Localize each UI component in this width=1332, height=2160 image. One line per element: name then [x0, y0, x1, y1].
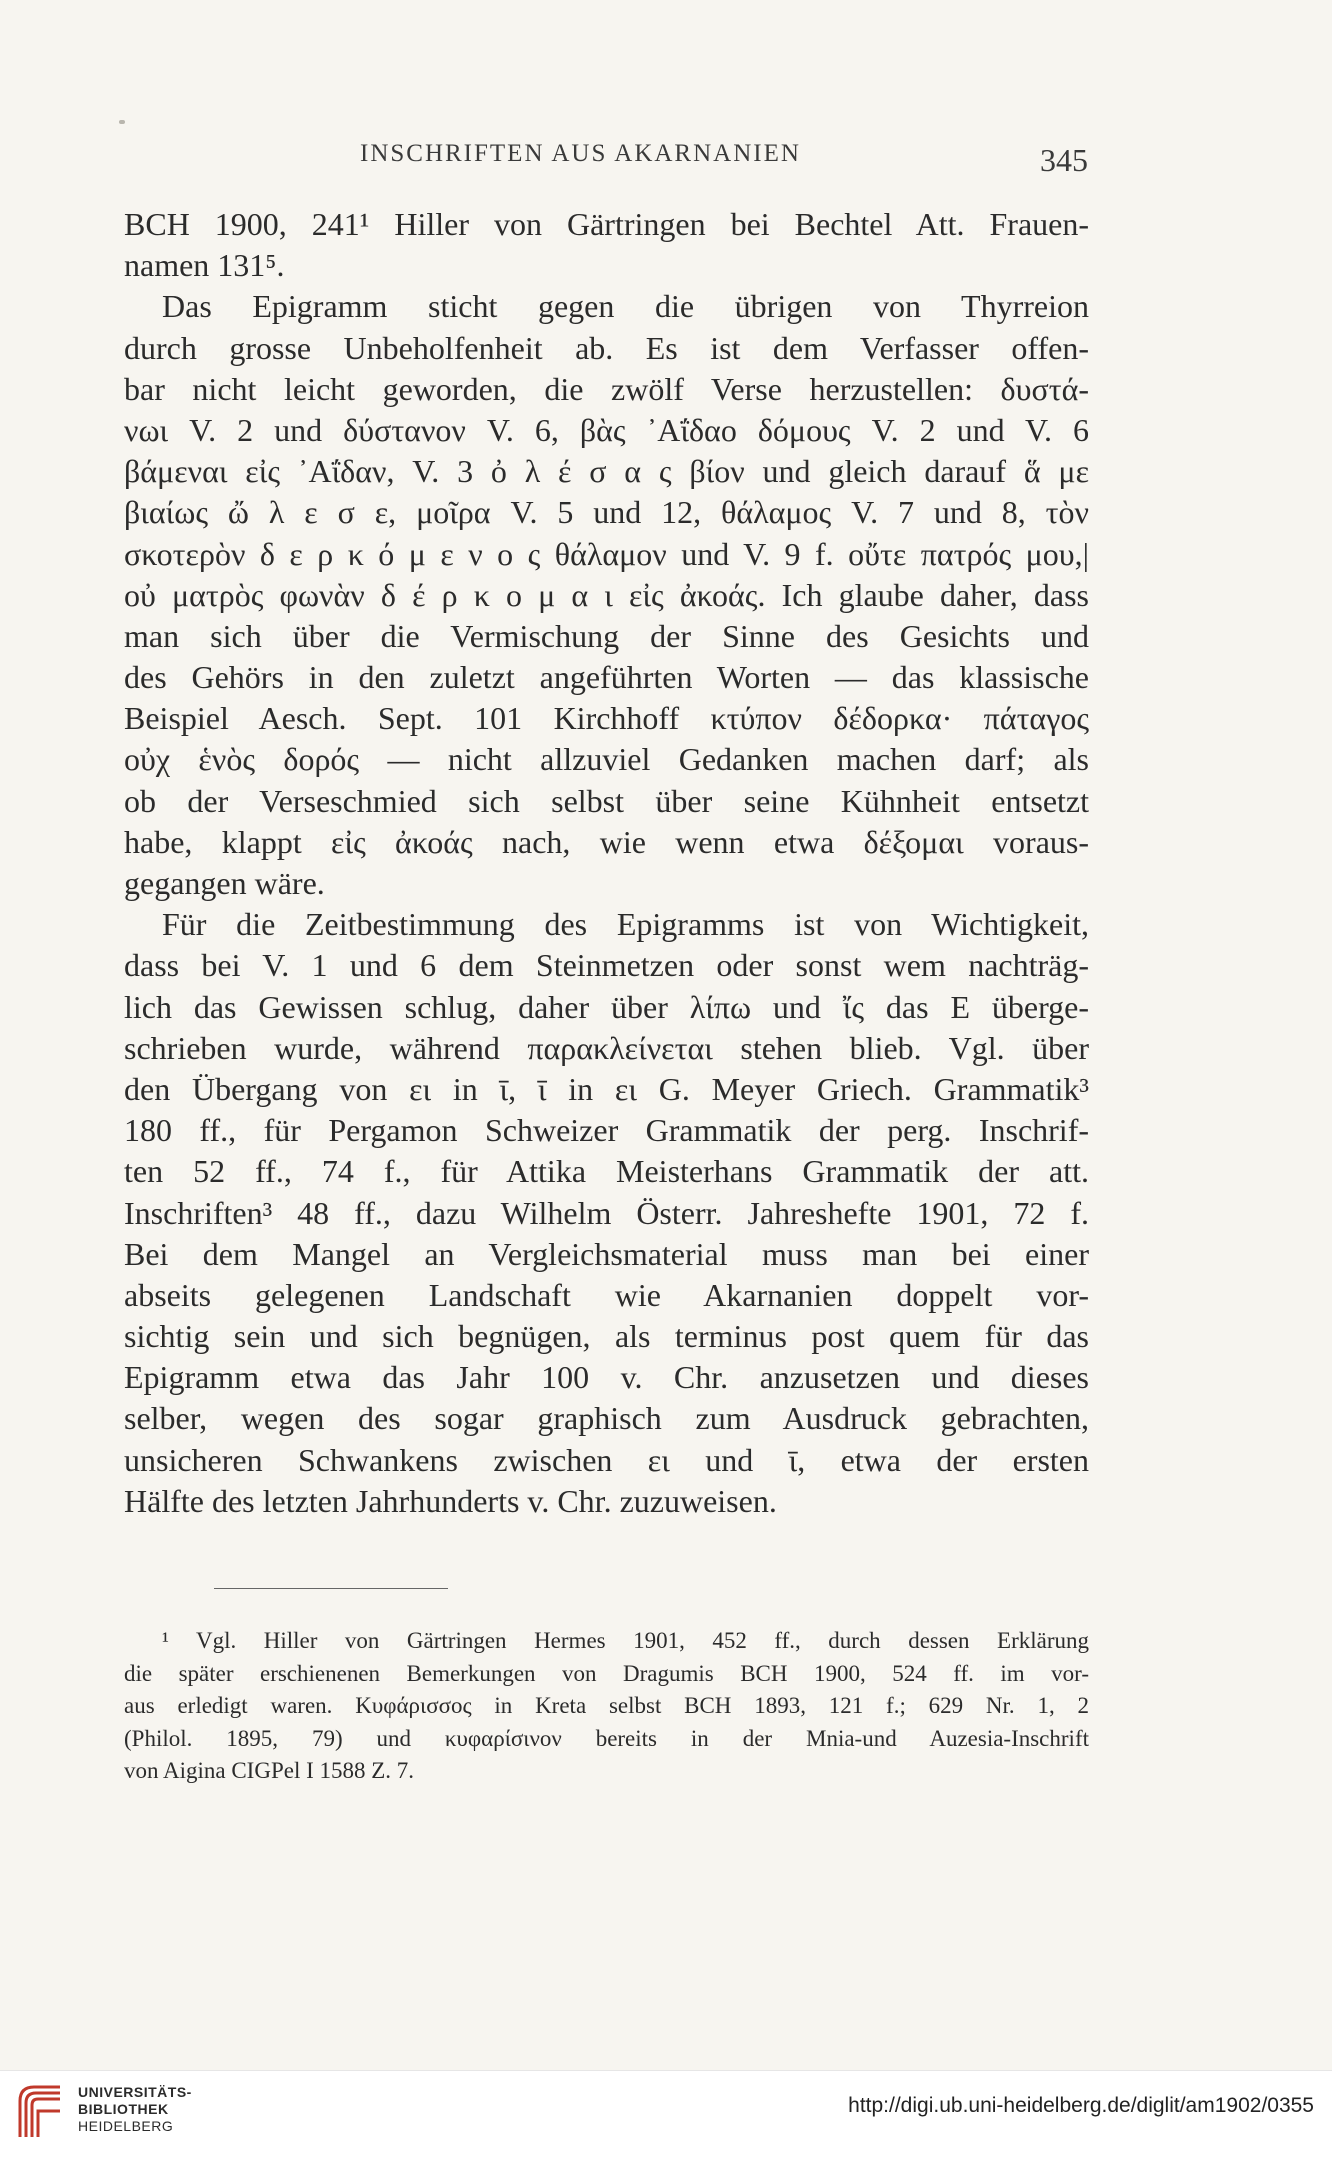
body-line: schrieben wurde, während παρακλείνεται stehen blieb. Vgl. über	[124, 1029, 1089, 1066]
body-line: gegangen wäre.	[124, 865, 325, 901]
footnote-line: aus erledigt waren. Κυφάρισσος in Kreta selbst BCH 1893, 121 f.; 629 Nr. 1, 2	[124, 1693, 1089, 1718]
running-head: INSCHRIFTEN AUS AKARNANIEN	[360, 140, 801, 167]
body-line: lich das Gewissen schlug, daher über λίπω und ἴς das E überge-	[124, 988, 1089, 1025]
library-name-line: BIBLIOTHEK	[78, 2101, 169, 2117]
body-line: Hälfte des letzten Jahrhunderts v. Chr. zuzuweisen.	[124, 1482, 777, 1519]
scan-speck	[119, 120, 125, 124]
body-line: οὐχ ἑνὸς δορός — nicht allzuviel Gedanken machen darf; als	[124, 741, 1089, 778]
footnotes	[124, 1625, 1089, 1788]
body-line: 180 ff., für Pergamon Schweizer Grammatik der perg. Inschrif-	[124, 1112, 1089, 1149]
body-text	[124, 204, 1089, 1522]
body-line: Epigramm etwa das Jahr 100 v. Chr. anzusetzen und dieses	[124, 1359, 1089, 1396]
body-line: βιαίως ὤ λ ε σ ε, μοῖρα V. 5 und 12, θάλαμος V. 7 und 8, τὸν	[124, 494, 1089, 531]
body-line: des Gehörs in den zuletzt angeführten Worten — das klassische	[124, 659, 1089, 696]
body-line: Das Epigramm sticht gegen die übrigen von Thyrreion	[162, 288, 1089, 325]
body-line: ob der Verseschmied sich selbst über seine Kühnheit entsetzt	[124, 782, 1089, 819]
body-line: selber, wegen des sogar graphisch zum Ausdruck gebrachten,	[124, 1400, 1089, 1437]
body-line: Für die Zeitbestimmung des Epigramms ist von Wichtigkeit,	[162, 906, 1089, 943]
body-line: βάμεναι εἰς ᾿Αΐδαν, V. 3 ὀ λ έ σ α ς βίον und gleich darauf ἅ με	[124, 453, 1089, 490]
body-line: BCH 1900, 241¹ Hiller von Gärtringen bei Bechtel Att. Frauen-	[124, 206, 1089, 242]
library-name-line: HEIDELBERG	[78, 2118, 174, 2134]
source-url-link[interactable]: http://digi.ub.uni-heidelberg.de/diglit/am1902/0355	[848, 2094, 1314, 2117]
body-line: abseits gelegenen Landschaft wie Akarnanien doppelt vor-	[124, 1276, 1089, 1313]
body-line: durch grosse Unbeholfenheit ab. Es ist dem Verfasser offen-	[124, 329, 1089, 366]
body-line: οὐ ματρὸς φωνὰν δ έ ρ κ ο μ α ι εἰς ἀκοάς. Ich glaube daher, dass	[124, 576, 1089, 613]
footnote-line: (Philol. 1895, 79) und κυφαρίσινον bereits in der Mnia-und Auzesia-Inschrift	[124, 1725, 1089, 1751]
body-line: ten 52 ff., 74 f., für Attika Meisterhans Grammatik der att.	[124, 1153, 1089, 1190]
library-name	[78, 2084, 192, 2135]
body-line: bar nicht leicht geworden, die zwölf Verse herzustellen: δυστά-	[124, 370, 1089, 407]
body-line: man sich über die Vermischung der Sinne des Gesichts und	[124, 617, 1089, 654]
body-line: sichtig sein und sich begnügen, als terminus post quem für das	[124, 1318, 1089, 1355]
body-line: dass bei V. 1 und 6 dem Steinmetzen oder sonst wem nachträg-	[124, 947, 1089, 984]
body-line: Beispiel Aesch. Sept. 101 Kirchhoff κτύπον δέδορκα· πάταγος	[124, 700, 1089, 737]
page-number: 345	[1040, 142, 1088, 178]
footnote-divider	[214, 1588, 448, 1589]
body-line: den Übergang von ει in ῑ, ῑ in ει G. Meyer Griech. Grammatik³	[124, 1070, 1089, 1107]
body-line: unsicheren Schwankens zwischen ει und ῑ, etwa der ersten	[124, 1441, 1089, 1478]
body-line: namen 131⁵.	[124, 247, 285, 284]
body-line: habe, klappt εἰς ἀκοάς nach, wie wenn etwa δέξομαι voraus-	[124, 823, 1089, 860]
footnote-line: von Aigina CIGPel I 1588 Z. 7.	[124, 1758, 415, 1783]
body-line: σκοτερὸν δ ε ρ κ ό μ ε ν ο ς θάλαμον und V. 9 f. οὔτε πατρός μου,|	[124, 535, 1089, 572]
body-line: Inschriften³ 48 ff., dazu Wilhelm Österr. Jahreshefte 1901, 72 f.	[124, 1194, 1089, 1231]
footnote-line: die später erschienenen Bemerkungen von Dragumis BCH 1900, 524 ff. im vor-	[124, 1660, 1089, 1686]
library-logo-icon	[14, 2081, 66, 2143]
body-line: Bei dem Mangel an Vergleichsmaterial muss man bei einer	[124, 1235, 1089, 1272]
footnote-line: ¹ Vgl. Hiller von Gärtringen Hermes 1901, 452 ff., durch dessen Erklärung	[162, 1628, 1089, 1653]
library-name-line: UNIVERSITÄTS-	[78, 2084, 192, 2100]
body-line: νωι V. 2 und δύστανον V. 6, βὰς ᾿Αΐδαο δόμους V. 2 und V. 6	[124, 411, 1089, 448]
